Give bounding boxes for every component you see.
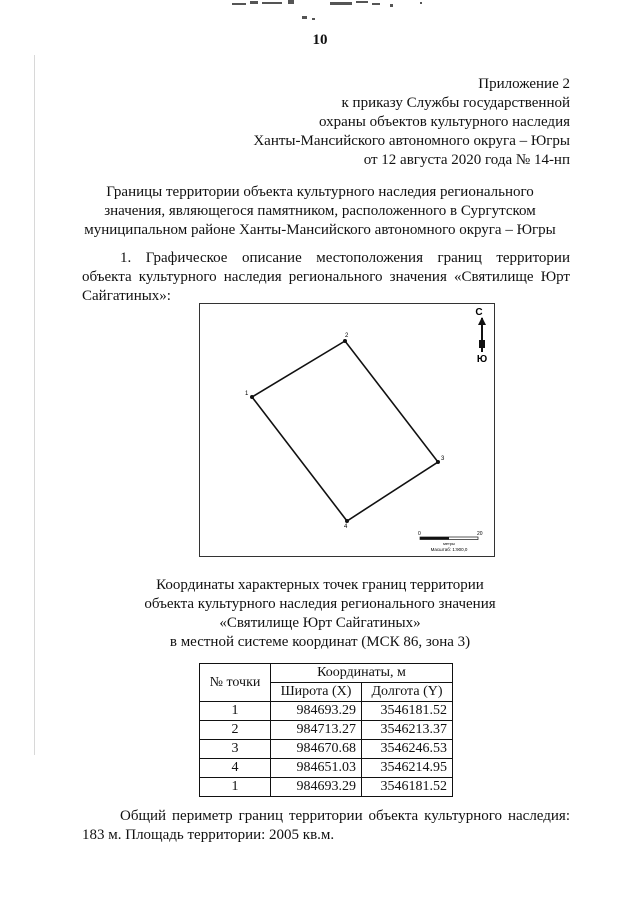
summary-paragraph: [82, 807, 570, 845]
scan-artifacts: [0, 0, 640, 30]
section-1-line: Сайгатиных»:: [82, 288, 171, 304]
cell-x: 984651.03: [271, 759, 362, 778]
caption-line: объекта культурного наследия регионального значения: [144, 596, 496, 612]
annex-line: Приложение 2: [478, 76, 570, 92]
boundary-polygon: [252, 341, 438, 521]
boundary-map-drawing: [200, 304, 494, 556]
table-row: [200, 740, 453, 759]
cell-point: 1: [200, 778, 271, 797]
annex-header: [253, 75, 570, 170]
annex-line: к приказу Службы государственной: [341, 95, 570, 111]
boundary-point: [343, 339, 347, 343]
cell-y: 3546214.95: [362, 759, 453, 778]
cell-x: 984693.29: [271, 702, 362, 721]
boundary-point: [436, 460, 440, 464]
cell-x: 984713.27: [271, 721, 362, 740]
annex-line: от 12 августа 2020 года № 14-нп: [363, 152, 570, 168]
point-label: 1: [245, 391, 249, 397]
section-1-paragraph: [82, 249, 570, 306]
scan-margin-line: [34, 55, 35, 755]
caption-line: «Святилище Юрт Сайгатиных»: [219, 615, 421, 631]
boundary-point: [345, 519, 349, 523]
point-label: 2: [345, 333, 349, 339]
table-row: [200, 778, 453, 797]
table-row: [200, 702, 453, 721]
cell-point: 2: [200, 721, 271, 740]
caption-line: в местной системе координат (МСК 86, зона 3): [169, 634, 471, 650]
coordinates-caption: [70, 576, 570, 652]
cell-x: 984670.68: [271, 740, 362, 759]
north-arrow-icon: [475, 307, 487, 365]
cell-y: 3546213.37: [362, 721, 453, 740]
cell-y: 3546246.53: [362, 740, 453, 759]
summary-line: Общий периметр границ территории объекта культурного наследия:: [120, 808, 570, 824]
page-number: 10: [312, 32, 328, 48]
summary-line: 183 м. Площадь территории: 2005 кв.м.: [82, 827, 335, 843]
header-point: № точки: [200, 664, 271, 702]
table-row: [200, 759, 453, 778]
caption-line: Координаты характерных точек границ территории: [156, 577, 484, 593]
scan-noise: [0, 0, 640, 30]
cell-y: 3546181.52: [362, 778, 453, 797]
south-label: Ю: [476, 354, 488, 365]
document-heading: [70, 183, 570, 240]
point-label: 4: [344, 524, 348, 530]
boundary-point: [250, 395, 254, 399]
heading-line: муниципальном районе Ханты-Мансийского автономного округа – Югры: [84, 222, 556, 238]
north-label: С: [475, 307, 483, 318]
cell-x: 984693.29: [271, 778, 362, 797]
scale-right-label: 20: [477, 531, 483, 537]
coordinates-table: [199, 663, 453, 797]
cell-point: 3: [200, 740, 271, 759]
section-1-line: объекта культурного наследия регионального значения «Святилище Юрт: [82, 269, 570, 285]
cell-point: 4: [200, 759, 271, 778]
heading-line: значения, являющегося памятником, расположенного в Сургутском: [104, 203, 536, 219]
annex-line: охраны объектов культурного наследия: [318, 114, 570, 130]
header-lon: Долгота (Y): [362, 683, 453, 702]
scale-bar: [418, 531, 483, 552]
scale-left-label: 0: [418, 531, 421, 537]
cell-point: 1: [200, 702, 271, 721]
heading-line: Границы территории объекта культурного наследия регионального: [106, 184, 534, 200]
table-header-row: [200, 664, 453, 683]
boundary-map: [199, 303, 495, 557]
scale-unit: метры: [443, 541, 455, 546]
point-label: 3: [441, 456, 445, 462]
section-1-line: 1. Графическое описание местоположения границ территории: [120, 250, 570, 266]
header-lat: Широта (X): [271, 683, 362, 702]
table-row: [200, 721, 453, 740]
cell-y: 3546181.52: [362, 702, 453, 721]
scale-ratio: Масштаб: 1:900,0: [430, 547, 468, 552]
header-coords: Координаты, м: [271, 664, 453, 683]
annex-line: Ханты-Мансийского автономного округа – Югры: [253, 133, 570, 149]
